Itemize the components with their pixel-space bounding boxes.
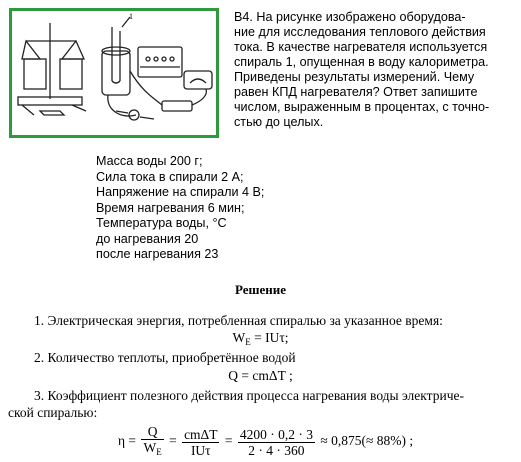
- given-line: Время нагревания 6 мин;: [96, 200, 245, 215]
- given-line: после нагревания 23: [96, 247, 219, 261]
- solution-step-3-line2: ской спиралью:: [8, 405, 98, 420]
- fraction-cmdt-over-iut: $\frac{\text{cmΔT}}{\text{IUτ}}$: [184, 426, 218, 458]
- problem-line: спираль 1, опущенная в воду калориметра.: [234, 55, 489, 69]
- solution-title: Решение: [234, 282, 287, 297]
- problem-line: В4. На рисунке изображено оборудова-: [234, 10, 466, 24]
- problem-line: Приведены результаты измерений. Чему: [234, 70, 475, 84]
- given-line: Сила тока в спирали 2 А;: [96, 169, 244, 184]
- fraction-q-over-w: $\frac{Q}{W_E}$: [143, 424, 162, 457]
- problem-line: тока. В качестве нагревателя используется: [234, 40, 488, 54]
- formula-efficiency: η = $\frac{Q}{W_E}$ = $\frac{\text{cmΔT}}{\text{IUτ}}$ = $\frac{4200 \cdot 0,2 \cdot 3}{2 \cdot 4 \cdot 360}$ ≈ 0,875(≈ 88%) ;: [118, 424, 413, 460]
- problem-line: равен КПД нагревателя? Ответ запишите: [234, 85, 478, 99]
- given-line: Температура воды, °С: [96, 216, 227, 230]
- given-data: [96, 154, 264, 263]
- formula-heat: Q = cmΔT ;: [228, 368, 293, 383]
- apparatus-drawing: [12, 11, 216, 135]
- problem-line: стью до целых.: [234, 115, 324, 129]
- apparatus-figure: [9, 8, 219, 138]
- problem-text: [234, 10, 516, 130]
- figure-label-1: 1: [129, 12, 133, 21]
- problem-line: числом, выраженным в процентах, с точно-: [234, 100, 490, 114]
- given-line: до нагревания 20: [96, 231, 199, 246]
- solution-step-3-line1: 3. Коэффициент полезного действия процесса нагревания воды электриче-: [34, 388, 464, 403]
- solution-step-2: 2. Количество теплоты, приобретённое водой: [34, 350, 296, 365]
- fraction-numeric: $\frac{4200 \cdot 0,2 \cdot 3}{2 \cdot 4 \cdot 360}$: [239, 426, 313, 458]
- formula-energy: $W_E = IU\tau$;: [232, 330, 289, 347]
- given-line: Масса воды 200 г;: [96, 154, 203, 168]
- problem-line: ние для исследования теплового действия: [234, 25, 486, 39]
- solution-step-1: 1. Электрическая энергия, потребленная спиралью за указанное время:: [34, 313, 443, 328]
- given-line: Напряжение на спирали 4 В;: [96, 185, 265, 199]
